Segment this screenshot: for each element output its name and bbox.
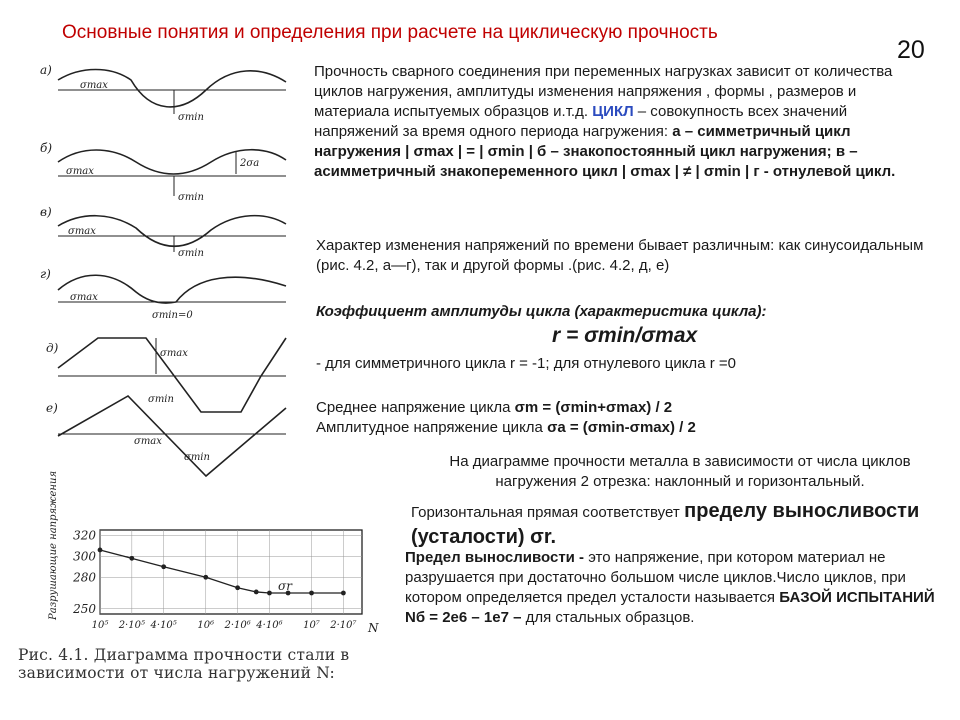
cycle-definition: – совокупность всех значений напряжений за время одного периода нагружения: xyxy=(314,103,848,140)
chart-ytick-label: 300 xyxy=(73,549,96,564)
definition-term: Предел выносливости - xyxy=(405,549,585,566)
chart-xtick-label: 10⁷ xyxy=(303,620,320,631)
wave-e xyxy=(58,396,286,476)
wave-g-max: σmax xyxy=(70,292,98,303)
chart-data-point xyxy=(161,564,166,569)
endurance-definition xyxy=(405,548,945,628)
chart-frame xyxy=(100,530,362,614)
r-formula: r = σmin/σmax xyxy=(552,324,698,347)
wave-v-min: σmin xyxy=(178,248,204,259)
wave-v-label: в) xyxy=(40,205,52,219)
wave-e-min: σmin xyxy=(184,452,210,463)
amplitude-stress-label: Амплитудное напряжение цикла xyxy=(316,419,543,436)
wave-d-min: σmin xyxy=(148,394,174,405)
definition-tail: для стальных образцов. xyxy=(525,609,695,626)
chart-data-point xyxy=(129,556,134,561)
endurance-limit-term: пределу выносливости (усталости) σr. xyxy=(411,500,920,548)
wave-b-min: σmin xyxy=(178,192,204,203)
wave-a-label: а) xyxy=(40,63,52,77)
wave-b-max: σmax xyxy=(66,166,94,177)
stress-shape-paragraph: Характер изменения напряжений по времени бывает различным: как синусоидальным (рис. 4.2, а—г), так и другой формы .(рис. 4.2, д, е) xyxy=(316,237,924,274)
term-cycle: ЦИКЛ xyxy=(592,103,634,120)
mean-stress-line xyxy=(316,398,672,418)
mean-stress-formula: σm = (σmin+σmax) / 2 xyxy=(514,399,673,416)
chart-xtick-label: 4·10⁶ xyxy=(256,620,283,631)
coefficient-heading: Коэффициент амплитуды цикла (характеристика цикла): xyxy=(316,303,767,320)
wave-e-max: σmax xyxy=(134,436,162,447)
chart-xlabel: N xyxy=(368,621,379,635)
amplitude-stress-line xyxy=(316,418,696,438)
wave-d-label: д) xyxy=(46,341,59,355)
wave-g-label: г) xyxy=(40,267,51,281)
chart-data-point xyxy=(203,575,208,580)
fatigue-chart xyxy=(30,470,380,646)
cycle-definition-paragraph xyxy=(314,62,934,182)
wave-a xyxy=(58,70,286,115)
chart-xtick-label: 2·10⁶ xyxy=(224,620,251,631)
slide-number: 20 xyxy=(897,36,925,64)
chart-data-point xyxy=(254,590,259,595)
horizontal-text: Горизонтальная прямая соответствует xyxy=(411,504,680,521)
mean-stress-label: Среднее напряжение цикла xyxy=(316,399,511,416)
definition-text: это напряжение, при котором материал не разрушается при достаточно большом числе циклов.Число циклов, при котором определяется предел усталости называется xyxy=(405,549,906,606)
chart-xtick-label: 10⁶ xyxy=(197,620,215,631)
chart-data-point xyxy=(235,585,240,590)
chart-xtick-label: 10⁵ xyxy=(91,620,109,631)
wave-a-max: σmax xyxy=(80,80,108,91)
page-title: Основные понятия и определения при расчете на циклическую прочность xyxy=(62,22,718,43)
horizontal-line-text xyxy=(411,498,946,550)
chart-ytick-label: 250 xyxy=(73,601,96,616)
wave-g-min: σmin=0 xyxy=(152,310,193,321)
cycle-types: а – симметричный цикл нагружения | σmax | = | σmin | б – знакопостоянный цикл нагружения; в – асимметричный знакопеременного цикл | σmax | ≠ | σmin | г - отнулевой цикл. xyxy=(314,123,896,180)
chart-data-point xyxy=(341,591,346,596)
wave-b-label: б) xyxy=(40,141,53,155)
wave-d-max: σmax xyxy=(160,348,188,359)
chart-ylabel: Разрушающие напряжения xyxy=(48,470,59,620)
chart-xtick-label: 4·10⁵ xyxy=(150,620,177,631)
diagram-description: На диаграмме прочности металла в зависимости от числа циклов нагружения 2 отрезка: наклонный и горизонтальный. xyxy=(449,453,911,490)
strength-intro: Прочность сварного соединения при переменных нагрузках зависит от количества циклов нагружения, амплитуды изменения напряжения , формы , размеров и материала испытуемых образцов и.т.д. xyxy=(314,63,893,120)
amplitude-stress-formula: σa = (σmin-σmax) / 2 xyxy=(547,419,696,436)
cycle-wave-figures xyxy=(36,56,306,463)
wave-e-label: е) xyxy=(46,401,58,415)
wave-v-max: σmax xyxy=(68,226,96,237)
chart-xtick-label: 2·10⁵ xyxy=(118,620,145,631)
chart-annotation-sigma-r: σr xyxy=(278,579,292,593)
test-base: БАЗОЙ ИСПЫТАНИЙ Nб = 2е6 – 1е7 – xyxy=(405,589,935,626)
chart-data-point xyxy=(98,548,103,553)
chart-data-point xyxy=(267,591,272,596)
wave-b-2sa: 2σa xyxy=(240,158,260,169)
figure-caption: Рис. 4.1. Диаграмма прочности стали в зависимости от числа нагружений N: xyxy=(18,646,350,682)
chart-xtick-label: 2·10⁷ xyxy=(330,620,357,631)
chart-ytick-label: 320 xyxy=(73,528,96,543)
wave-a-min: σmin xyxy=(178,112,204,123)
r-values-text: - для симметричного цикла r = -1; для отнулевого цикла r =0 xyxy=(316,355,736,372)
chart-data-point xyxy=(309,591,314,596)
chart-ytick-label: 280 xyxy=(73,570,96,585)
